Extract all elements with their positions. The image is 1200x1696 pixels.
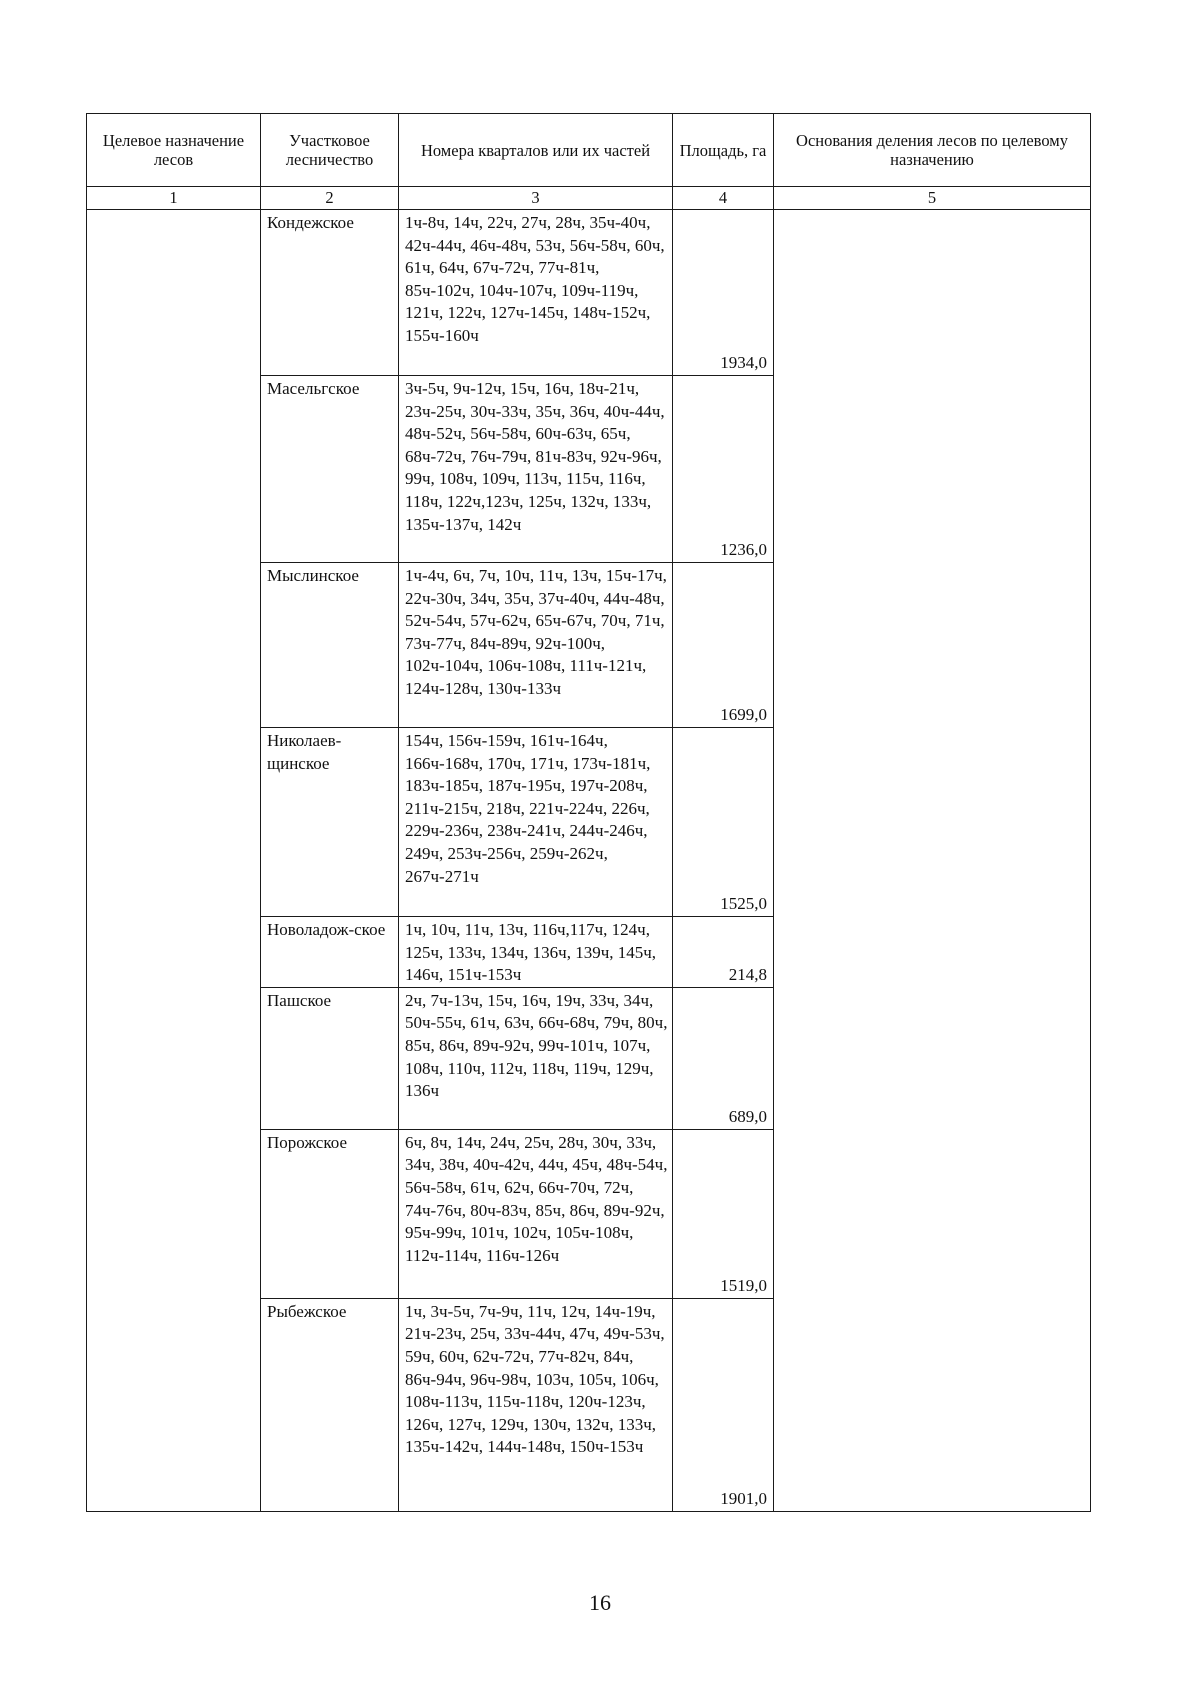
basis-cell bbox=[774, 210, 1091, 1512]
area-value: 1525,0 bbox=[673, 728, 774, 917]
table-row bbox=[87, 210, 1091, 376]
column-number-row bbox=[87, 187, 1091, 210]
quarters-list: 2ч, 7ч-13ч, 15ч, 16ч, 19ч, 33ч, 34ч, 50ч-55ч, 61ч, 63ч, 66ч-68ч, 79ч, 80ч, 85ч, 86ч, 89ч-92ч, 99ч-101ч, 107ч, 108ч, 110ч, 112ч, 118ч, 119ч, 129ч, 136ч bbox=[399, 987, 673, 1129]
forestry-name: Рыбежское bbox=[261, 1298, 399, 1511]
quarters-list: 1ч-8ч, 14ч, 22ч, 27ч, 28ч, 35ч-40ч, 42ч-44ч, 46ч-48ч, 53ч, 56ч-58ч, 60ч, 61ч, 64ч, 67ч-72ч, 77ч-81ч, 85ч-102ч, 104ч-107ч, 109ч-119ч, 121ч, 122ч, 127ч-145ч, 148ч-152ч, 155ч-160ч bbox=[399, 210, 673, 376]
column-number: 2 bbox=[261, 187, 399, 210]
header-area: Площадь, га bbox=[673, 114, 774, 187]
column-number: 5 bbox=[774, 187, 1091, 210]
area-value: 1699,0 bbox=[673, 563, 774, 728]
page-number: 16 bbox=[589, 1590, 611, 1615]
area-value: 214,8 bbox=[673, 917, 774, 988]
area-value: 1236,0 bbox=[673, 376, 774, 563]
area-value: 689,0 bbox=[673, 987, 774, 1129]
header-quarters: Номера кварталов или их частей bbox=[399, 114, 673, 187]
forestry-name: Масельгское bbox=[261, 376, 399, 563]
forestry-name: Новоладож-ское bbox=[261, 917, 399, 988]
quarters-list: 3ч-5ч, 9ч-12ч, 15ч, 16ч, 18ч-21ч, 23ч-25ч, 30ч-33ч, 35ч, 36ч, 40ч-44ч, 48ч-52ч, 56ч-58ч, 60ч-63ч, 65ч, 68ч-72ч, 76ч-79ч, 81ч-83ч, 92ч-96ч, 99ч, 108ч, 109ч, 113ч, 115ч, 116ч, 118ч, 122ч,123ч, 125ч, 132ч, 133ч, 135ч-137ч, 142ч bbox=[399, 376, 673, 563]
forest-purpose-table bbox=[86, 113, 1091, 1512]
table-header-row bbox=[87, 114, 1091, 187]
forestry-name: Мыслинское bbox=[261, 563, 399, 728]
header-forestry: Участковое лесничество bbox=[261, 114, 399, 187]
area-value: 1901,0 bbox=[673, 1298, 774, 1511]
forestry-name: Кондежское bbox=[261, 210, 399, 376]
purpose-cell bbox=[87, 210, 261, 1512]
column-number: 4 bbox=[673, 187, 774, 210]
quarters-list: 6ч, 8ч, 14ч, 24ч, 25ч, 28ч, 30ч, 33ч, 34ч, 38ч, 40ч-42ч, 44ч, 45ч, 48ч-54ч, 56ч-58ч, 61ч, 62ч, 66ч-70ч, 72ч, 74ч-76ч, 80ч-83ч, 85ч, 86ч, 89ч-92ч, 95ч-99ч, 101ч, 102ч, 105ч-108ч, 112ч-114ч, 116ч-126ч bbox=[399, 1129, 673, 1298]
forestry-name: Пашское bbox=[261, 987, 399, 1129]
quarters-list: 1ч-4ч, 6ч, 7ч, 10ч, 11ч, 13ч, 15ч-17ч, 22ч-30ч, 34ч, 35ч, 37ч-40ч, 44ч-48ч, 52ч-54ч, 57ч-62ч, 65ч-67ч, 70ч, 71ч, 73ч-77ч, 84ч-89ч, 92ч-100ч, 102ч-104ч, 106ч-108ч, 111ч-121ч, 124ч-128ч, 130ч-133ч bbox=[399, 563, 673, 728]
forestry-name: Порожское bbox=[261, 1129, 399, 1298]
forestry-name: Николаев-щинское bbox=[261, 728, 399, 917]
column-number: 3 bbox=[399, 187, 673, 210]
header-purpose: Целевое назначение лесов bbox=[87, 114, 261, 187]
quarters-list: 1ч, 10ч, 11ч, 13ч, 116ч,117ч, 124ч, 125ч, 133ч, 134ч, 136ч, 139ч, 145ч, 146ч, 151ч-153ч bbox=[399, 917, 673, 988]
column-number: 1 bbox=[87, 187, 261, 210]
quarters-list: 154ч, 156ч-159ч, 161ч-164ч, 166ч-168ч, 170ч, 171ч, 173ч-181ч, 183ч-185ч, 187ч-195ч, 197ч-208ч, 211ч-215ч, 218ч, 221ч-224ч, 226ч, 229ч-236ч, 238ч-241ч, 244ч-246ч, 249ч, 253ч-256ч, 259ч-262ч, 267ч-271ч bbox=[399, 728, 673, 917]
quarters-list: 1ч, 3ч-5ч, 7ч-9ч, 11ч, 12ч, 14ч-19ч, 21ч-23ч, 25ч, 33ч-44ч, 47ч, 49ч-53ч, 59ч, 60ч, 62ч-72ч, 77ч-82ч, 84ч, 86ч-94ч, 96ч-98ч, 103ч, 105ч, 106ч, 108ч-113ч, 115ч-118ч, 120ч-123ч, 126ч, 127ч, 129ч, 130ч, 132ч, 133ч, 135ч-142ч, 144ч-148ч, 150ч-153ч bbox=[399, 1298, 673, 1511]
header-basis: Основания деления лесов по целевому назначению bbox=[774, 114, 1091, 187]
area-value: 1519,0 bbox=[673, 1129, 774, 1298]
area-value: 1934,0 bbox=[673, 210, 774, 376]
